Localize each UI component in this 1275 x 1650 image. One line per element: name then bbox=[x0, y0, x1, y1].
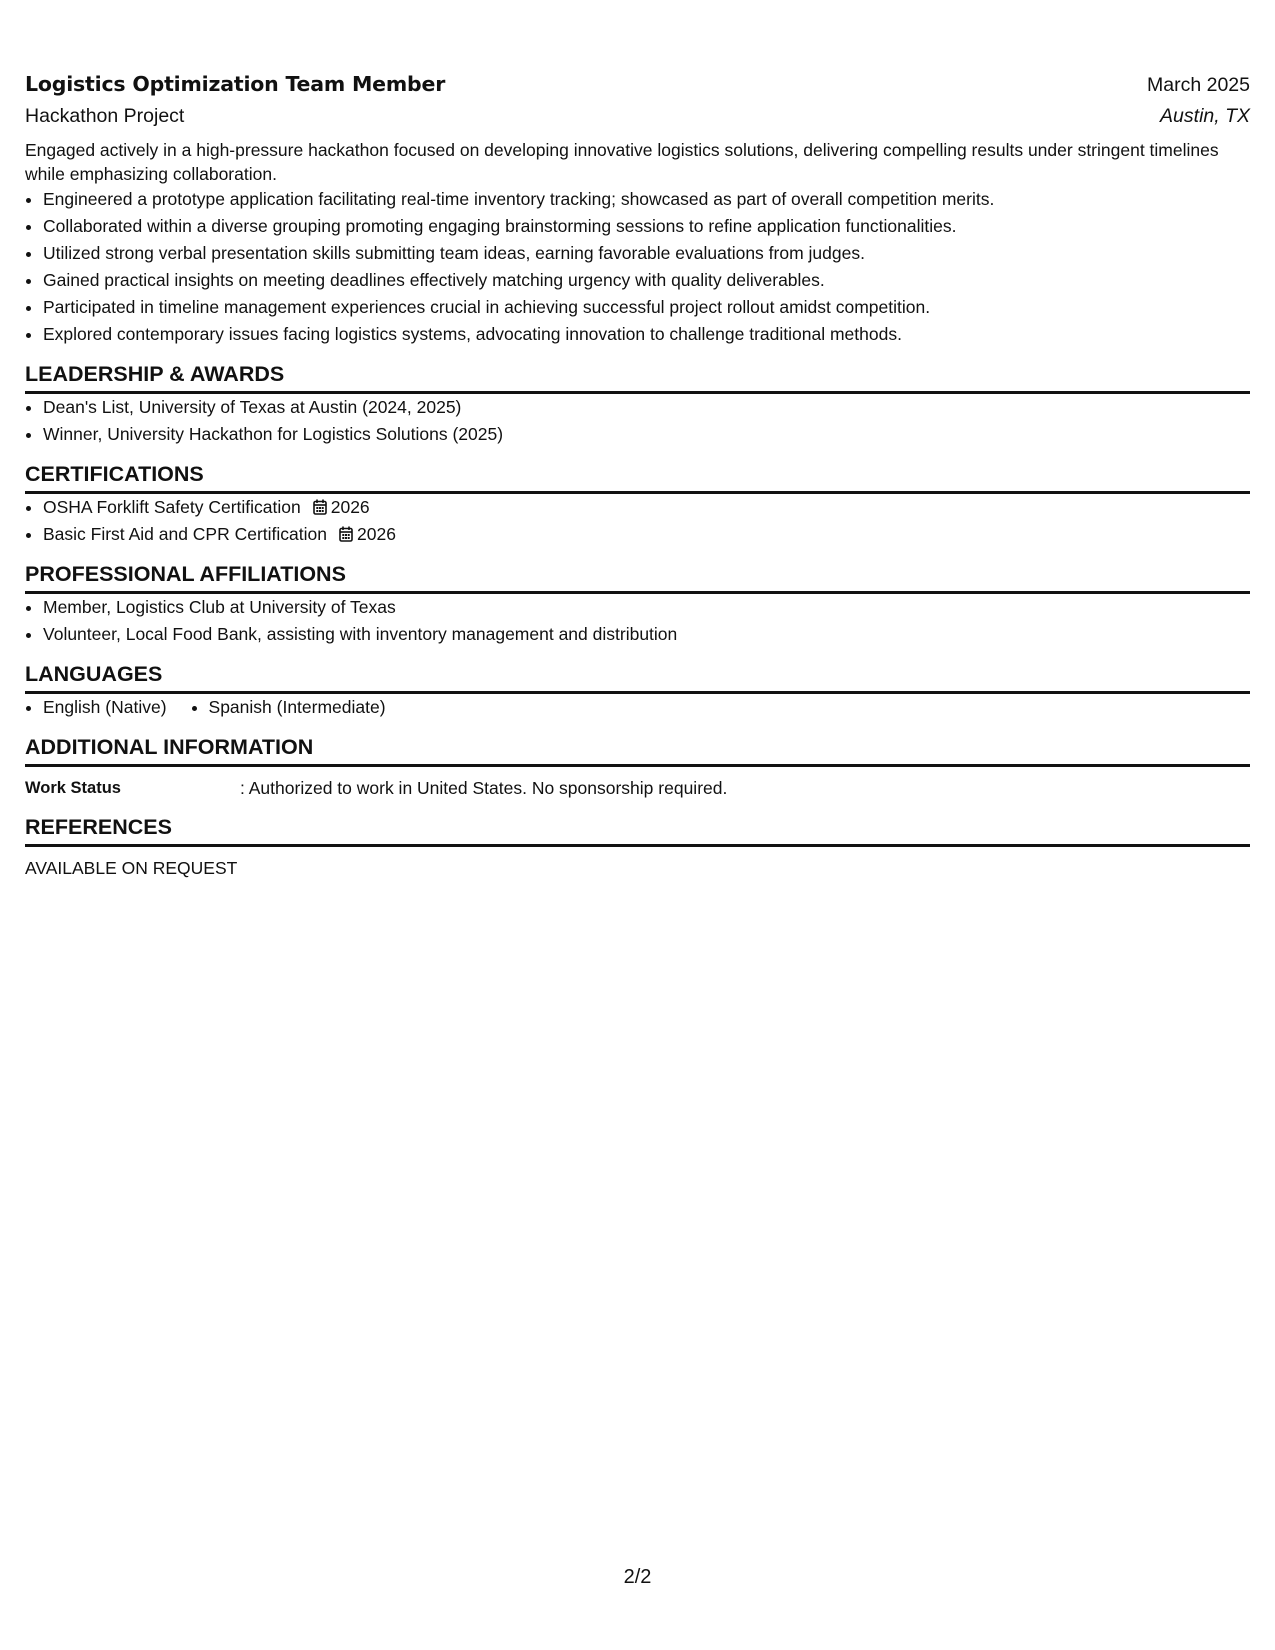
job-organization: Hackathon Project bbox=[25, 105, 185, 127]
list-item: • English (Native) bbox=[43, 694, 167, 721]
affiliations-list bbox=[25, 594, 1250, 648]
calendar-icon bbox=[313, 499, 327, 515]
certifications-list bbox=[25, 494, 1250, 548]
list-item: • Winner, University Hackathon for Logistics Solutions (2025) bbox=[43, 421, 1250, 448]
job-header bbox=[25, 72, 1250, 97]
work-status-row bbox=[25, 775, 1250, 801]
job-bullets bbox=[25, 186, 1250, 348]
calendar-icon bbox=[339, 526, 353, 542]
job-subheader bbox=[25, 105, 1250, 128]
job-title: Logistics Optimization Team Member bbox=[25, 72, 446, 96]
certification-year: 2026 bbox=[357, 524, 396, 544]
list-item: • Utilized strong verbal presentation skills submitting team ideas, earning favorable evaluations from judges. bbox=[43, 240, 1250, 267]
section-heading: ADDITIONAL INFORMATION bbox=[25, 735, 1250, 767]
resume-page bbox=[25, 72, 1250, 881]
section-leadership bbox=[25, 362, 1250, 448]
section-heading: REFERENCES bbox=[25, 815, 1250, 847]
section-affiliations bbox=[25, 562, 1250, 648]
page-number: 2/2 bbox=[623, 1566, 652, 1588]
section-heading: LEADERSHIP & AWARDS bbox=[25, 362, 1250, 394]
list-item: • Participated in timeline management experiences crucial in achieving successful project rollout amidst competition. bbox=[43, 294, 1250, 321]
job-date: March 2025 bbox=[1147, 74, 1250, 96]
leadership-list bbox=[25, 394, 1250, 448]
list-item: • Dean's List, University of Texas at Austin (2024, 2025) bbox=[43, 394, 1250, 421]
section-languages bbox=[25, 662, 1250, 721]
list-item: • Member, Logistics Club at University of Texas bbox=[43, 594, 1250, 621]
section-heading: LANGUAGES bbox=[25, 662, 1250, 694]
section-references bbox=[25, 815, 1250, 881]
list-item: • Gained practical insights on meeting deadlines effectively matching urgency with quality deliverables. bbox=[43, 267, 1250, 294]
job-location: Austin, TX bbox=[1160, 105, 1250, 127]
list-item: • Engineered a prototype application facilitating real-time inventory tracking; showcased as part of overall competition merits. bbox=[43, 186, 1250, 213]
section-certifications bbox=[25, 462, 1250, 548]
list-item bbox=[43, 521, 1250, 548]
work-status-value: : Authorized to work in United States. No sponsorship required. bbox=[240, 778, 728, 798]
section-heading: PROFESSIONAL AFFILIATIONS bbox=[25, 562, 1250, 594]
job-summary: Engaged actively in a high-pressure hackathon focused on developing innovative logistics solutions, delivering compelling results under stringent timelines while emphasizing collaboration. bbox=[25, 140, 1219, 184]
certification-name: OSHA Forklift Safety Certification bbox=[43, 497, 301, 517]
list-item: • Volunteer, Local Food Bank, assisting with inventory management and distribution bbox=[43, 621, 1250, 648]
section-heading: CERTIFICATIONS bbox=[25, 462, 1250, 494]
list-item: • Spanish (Intermediate) bbox=[209, 694, 386, 721]
references-text: AVAILABLE ON REQUEST bbox=[25, 858, 238, 878]
list-item: • Collaborated within a diverse grouping promoting engaging brainstorming sessions to refine application functionalities. bbox=[43, 213, 1250, 240]
languages-list bbox=[25, 694, 1250, 721]
list-item: • Explored contemporary issues facing logistics systems, advocating innovation to challenge traditional methods. bbox=[43, 321, 1250, 348]
work-status-label: Work Status bbox=[25, 779, 121, 797]
section-additional-information bbox=[25, 735, 1250, 801]
list-item bbox=[43, 494, 1250, 521]
certification-name: Basic First Aid and CPR Certification bbox=[43, 524, 327, 544]
certification-year: 2026 bbox=[330, 497, 370, 517]
